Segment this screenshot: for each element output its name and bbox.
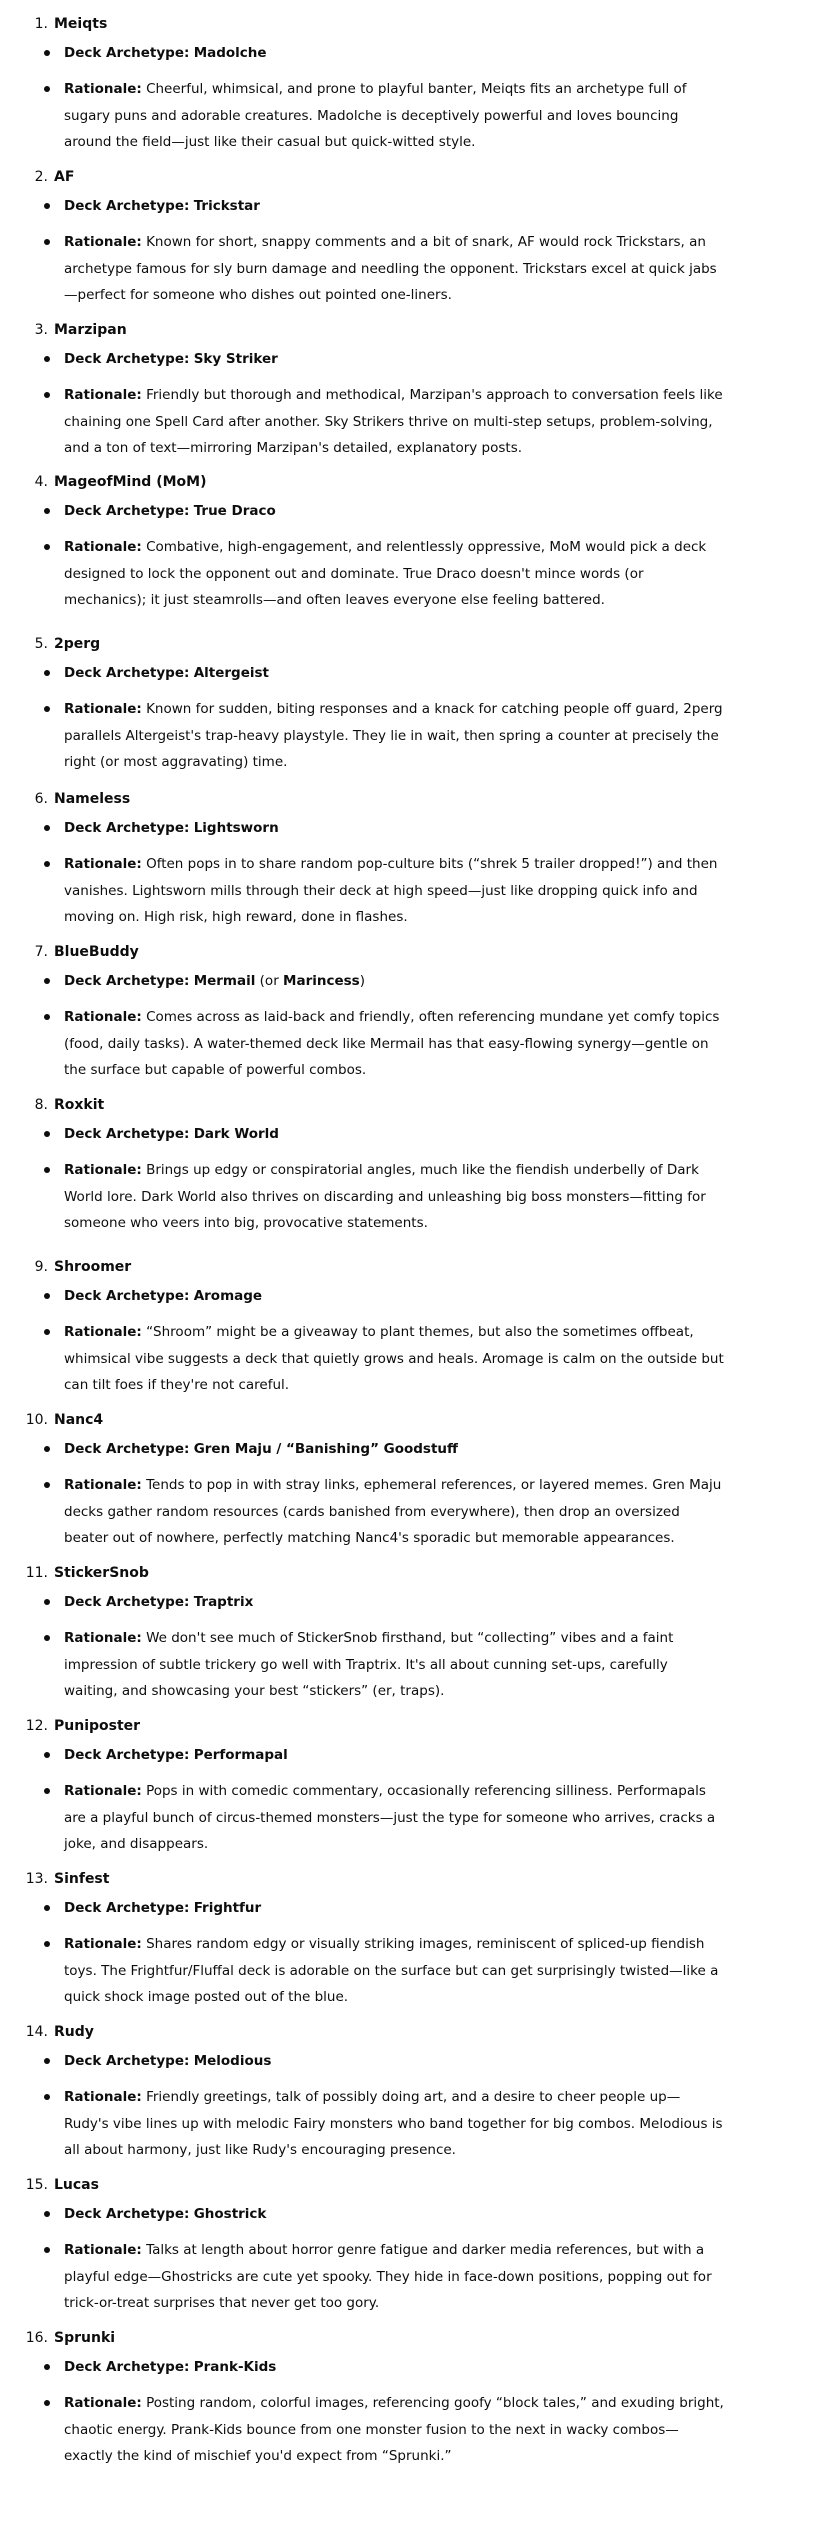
archetype-value: Altergeist (193, 665, 269, 681)
item-number: 10. (25, 1412, 48, 1428)
bullet-dot-icon (44, 1599, 50, 1605)
bullet-dot-icon (44, 86, 50, 92)
bullet-dot-icon (44, 2364, 50, 2370)
bullet-dot-icon (44, 1482, 50, 1488)
bullet-dot-icon (44, 825, 50, 831)
bullet-dot-icon (44, 978, 50, 984)
bullet-dot-icon (44, 1635, 50, 1641)
bullet-dot-icon (44, 1167, 50, 1173)
rationale-label: Rationale: (64, 1324, 142, 1340)
bullet-dot-icon (44, 544, 50, 550)
archetype-label: Deck Archetype: (64, 351, 190, 367)
archetype-label: Deck Archetype: (64, 973, 190, 989)
rationale-text: Cheerful, whimsical, and prone to playful banter, Meiqts fits an archetype full of sugary puns and adorable creatures. Madolche is deceptively powerful and loves bouncing around the field—just like their casual but quick-witted style. (64, 81, 687, 150)
archetype-label: Deck Archetype: (64, 1747, 190, 1763)
rationale-bullet (64, 534, 724, 614)
bullet-dot-icon (44, 1014, 50, 1020)
archetype-alt-open: (or (255, 973, 284, 989)
rationale-text: Friendly greetings, talk of possibly doing art, and a desire to cheer people up—Rudy's vibe lines up with melodic Fairy monsters who band together for big combos. Melodious is all about harmony, just like Rudy's encouraging presence. (64, 2089, 723, 2158)
archetype-value: Dark World (193, 1126, 279, 1142)
item-number: 14. (25, 2024, 48, 2040)
archetype-bullet (64, 968, 724, 995)
item-number: 6. (34, 791, 48, 807)
archetype-bullet (64, 498, 724, 525)
rationale-label: Rationale: (64, 2395, 142, 2411)
item-number: 4. (34, 474, 48, 490)
archetype-bullet (64, 2048, 724, 2075)
bullet-dot-icon (44, 2058, 50, 2064)
archetype-label: Deck Archetype: (64, 1288, 190, 1304)
archetype-label: Deck Archetype: (64, 1594, 190, 1610)
rationale-bullet (64, 851, 724, 931)
item-number: 5. (34, 636, 48, 652)
rationale-label: Rationale: (64, 701, 142, 717)
item-number: 1. (34, 16, 48, 32)
rationale-text: Shares random edgy or visually striking images, reminiscent of spliced-up fiendish toys. The Frightfur/Fluffal deck is adorable on the surface but can get surprisingly twisted—like a quick shock image posted out of the blue. (64, 1936, 719, 2005)
rationale-text: Combative, high-engagement, and relentlessly oppressive, MoM would pick a deck designed to lock the opponent out and dominate. True Draco doesn't mince words (or mechanics); it just steamrolls—and often leaves everyone else feeling battered. (64, 539, 707, 608)
user-name: Meiqts (54, 16, 108, 32)
rationale-label: Rationale: (64, 2242, 142, 2258)
archetype-bullet (64, 1589, 724, 1616)
rationale-bullet (64, 1778, 724, 1858)
rationale-bullet (64, 1319, 724, 1399)
bullet-dot-icon (44, 1131, 50, 1137)
bullet-dot-icon (44, 356, 50, 362)
archetype-value: True Draco (193, 503, 276, 519)
user-name: Nanc4 (54, 1412, 104, 1428)
bullet-dot-icon (44, 1788, 50, 1794)
user-name: Nameless (54, 791, 131, 807)
bullet-dot-icon (44, 670, 50, 676)
archetype-bullet (64, 2201, 724, 2228)
user-name: 2perg (54, 636, 101, 652)
archetype-value: Performapal (193, 1747, 288, 1763)
rationale-bullet (64, 2084, 724, 2164)
bullet-dot-icon (44, 2211, 50, 2217)
archetype-alt-close: ) (359, 973, 365, 989)
user-name: Sprunki (54, 2330, 116, 2346)
rationale-text: Known for short, snappy comments and a bit of snark, AF would rock Trickstars, an archetype famous for sly burn damage and needling the opponent. Trickstars excel at quick jabs—perfect for someone who dishes out pointed one-liners. (64, 234, 717, 303)
rationale-bullet (64, 696, 724, 776)
item-number: 12. (25, 1718, 48, 1734)
archetype-value: Prank-Kids (193, 2359, 277, 2375)
rationale-bullet (64, 1472, 724, 1552)
archetype-value: Trickstar (193, 198, 260, 214)
rationale-text: Known for sudden, biting responses and a knack for catching people off guard, 2perg parallels Altergeist's trap-heavy playstyle. They lie in wait, then spring a counter at precisely the right (or most aggravating) time. (64, 701, 723, 770)
user-name: MageofMind (MoM) (54, 474, 207, 490)
bullet-dot-icon (44, 2094, 50, 2100)
rationale-text: Comes across as laid-back and friendly, often referencing mundane yet comfy topics (food, daily tasks). A water-themed deck like Mermail has that easy-flowing synergy—gentle on the surface but capable of powerful combos. (64, 1009, 720, 1078)
rationale-label: Rationale: (64, 1477, 142, 1493)
item-number: 15. (25, 2177, 48, 2193)
user-name: Lucas (54, 2177, 99, 2193)
archetype-label: Deck Archetype: (64, 503, 190, 519)
item-number: 3. (34, 322, 48, 338)
rationale-text: Pops in with comedic commentary, occasionally referencing silliness. Performapals are a playful bunch of circus-themed monsters—just the type for someone who arrives, cracks a joke, and disappears. (64, 1783, 716, 1852)
item-number: 7. (34, 944, 48, 960)
rationale-bullet (64, 2390, 724, 2470)
rationale-text: Friendly but thorough and methodical, Marzipan's approach to conversation feels like chaining one Spell Card after another. Sky Strikers thrive on multi-step setups, problem-solving, and a ton of text—mirroring Marzipan's detailed, explanatory posts. (64, 387, 723, 456)
bullet-dot-icon (44, 50, 50, 56)
archetype-bullet (64, 660, 724, 687)
rationale-text: Often pops in to share random pop-culture bits (“shrek 5 trailer dropped!”) and then vanishes. Lightsworn mills through their deck at high speed—just like dropping quick info and moving on. High risk, high reward, done in flashes. (64, 856, 718, 925)
archetype-value: Traptrix (193, 1594, 254, 1610)
archetype-label: Deck Archetype: (64, 2053, 190, 2069)
bullet-dot-icon (44, 508, 50, 514)
item-number: 13. (25, 1871, 48, 1887)
rationale-text: Posting random, colorful images, referencing goofy “block tales,” and exuding bright, chaotic energy. Prank-Kids bounce from one monster fusion to the next in wacky combos—exactly the kind of mischief you'd expect from “Sprunki.” (64, 2395, 724, 2464)
archetype-bullet (64, 2354, 724, 2381)
archetype-label: Deck Archetype: (64, 2206, 190, 2222)
archetype-label: Deck Archetype: (64, 1126, 190, 1142)
rationale-bullet (64, 1625, 724, 1705)
archetype-bullet (64, 1121, 724, 1148)
item-number: 9. (34, 1259, 48, 1275)
archetype-label: Deck Archetype: (64, 2359, 190, 2375)
user-name: AF (54, 169, 75, 185)
bullet-dot-icon (44, 392, 50, 398)
rationale-label: Rationale: (64, 1630, 142, 1646)
rationale-label: Rationale: (64, 539, 142, 555)
archetype-bullet (64, 193, 724, 220)
bullet-dot-icon (44, 203, 50, 209)
user-name: Sinfest (54, 1871, 110, 1887)
rationale-bullet (64, 382, 724, 462)
archetype-bullet (64, 1436, 724, 1463)
item-number: 2. (34, 169, 48, 185)
rationale-label: Rationale: (64, 856, 142, 872)
bullet-dot-icon (44, 2400, 50, 2406)
archetype-value: Melodious (193, 2053, 272, 2069)
user-name: Puniposter (54, 1718, 141, 1734)
bullet-dot-icon (44, 239, 50, 245)
rationale-bullet (64, 76, 724, 156)
archetype-value: Ghostrick (193, 2206, 267, 2222)
archetype-bullet (64, 1283, 724, 1310)
item-number: 11. (25, 1565, 48, 1581)
user-name: StickerSnob (54, 1565, 149, 1581)
rationale-label: Rationale: (64, 2089, 142, 2105)
bullet-dot-icon (44, 1941, 50, 1947)
rationale-text: Tends to pop in with stray links, ephemeral references, or layered memes. Gren Maju decks gather random resources (cards banished from everywhere), then drop an oversized beater out of nowhere, perfectly matching Nanc4's sporadic but memorable appearances. (64, 1477, 722, 1546)
rationale-text: Talks at length about horror genre fatigue and darker media references, but with a playful edge—Ghostricks are cute yet spooky. They hide in face-down positions, popping out for trick-or-treat surprises that never get too gory. (64, 2242, 712, 2311)
item-number: 16. (25, 2330, 48, 2346)
archetype-value: Aromage (193, 1288, 263, 1304)
archetype-label: Deck Archetype: (64, 1900, 190, 1916)
rationale-text: “Shroom” might be a giveaway to plant themes, but also the sometimes offbeat, whimsical vibe suggests a deck that quietly grows and heals. Aromage is calm on the outside but can tilt foes if they're not careful. (64, 1324, 724, 1393)
user-name: Shroomer (54, 1259, 132, 1275)
archetype-value: Lightsworn (193, 820, 279, 836)
rationale-label: Rationale: (64, 1936, 142, 1952)
user-name: Rudy (54, 2024, 94, 2040)
rationale-label: Rationale: (64, 387, 142, 403)
item-number: 8. (34, 1097, 48, 1113)
archetype-alt-value: Marincess (283, 973, 360, 989)
rationale-bullet (64, 1931, 724, 2011)
archetype-value: Madolche (193, 45, 267, 61)
bullet-dot-icon (44, 1752, 50, 1758)
archetype-value: Sky Striker (193, 351, 278, 367)
archetype-label: Deck Archetype: (64, 1441, 190, 1457)
rationale-label: Rationale: (64, 81, 142, 97)
bullet-dot-icon (44, 1293, 50, 1299)
archetype-bullet (64, 1895, 724, 1922)
bullet-dot-icon (44, 1329, 50, 1335)
user-name: Marzipan (54, 322, 127, 338)
rationale-bullet (64, 1004, 724, 1084)
archetype-label: Deck Archetype: (64, 45, 190, 61)
rationale-text: Brings up edgy or conspiratorial angles, much like the fiendish underbelly of Dark World lore. Dark World also thrives on discarding and unleashing big boss monsters—fitting for someone who veers into big, provocative statements. (64, 1162, 706, 1231)
archetype-bullet (64, 1742, 724, 1769)
archetype-value: Gren Maju / “Banishing” Goodstuff (193, 1441, 458, 1457)
rationale-text: We don't see much of StickerSnob firsthand, but “collecting” vibes and a faint impression of subtle trickery go well with Traptrix. It's all about cunning set-ups, carefully waiting, and showcasing your best “stickers” (er, traps). (64, 1630, 674, 1699)
archetype-bullet (64, 40, 724, 67)
archetype-label: Deck Archetype: (64, 665, 190, 681)
bullet-dot-icon (44, 1905, 50, 1911)
bullet-dot-icon (44, 861, 50, 867)
rationale-bullet (64, 2237, 724, 2317)
archetype-value: Frightfur (193, 1900, 262, 1916)
user-name: BlueBuddy (54, 944, 139, 960)
rationale-label: Rationale: (64, 1162, 142, 1178)
bullet-dot-icon (44, 2247, 50, 2253)
rationale-bullet (64, 229, 724, 309)
archetype-value: Mermail (193, 973, 256, 989)
bullet-dot-icon (44, 1446, 50, 1452)
user-name: Roxkit (54, 1097, 105, 1113)
archetype-bullet (64, 815, 724, 842)
archetype-bullet (64, 346, 724, 373)
rationale-label: Rationale: (64, 1783, 142, 1799)
bullet-dot-icon (44, 706, 50, 712)
archetype-label: Deck Archetype: (64, 820, 190, 836)
rationale-label: Rationale: (64, 234, 142, 250)
archetype-label: Deck Archetype: (64, 198, 190, 214)
rationale-bullet (64, 1157, 724, 1237)
rationale-label: Rationale: (64, 1009, 142, 1025)
